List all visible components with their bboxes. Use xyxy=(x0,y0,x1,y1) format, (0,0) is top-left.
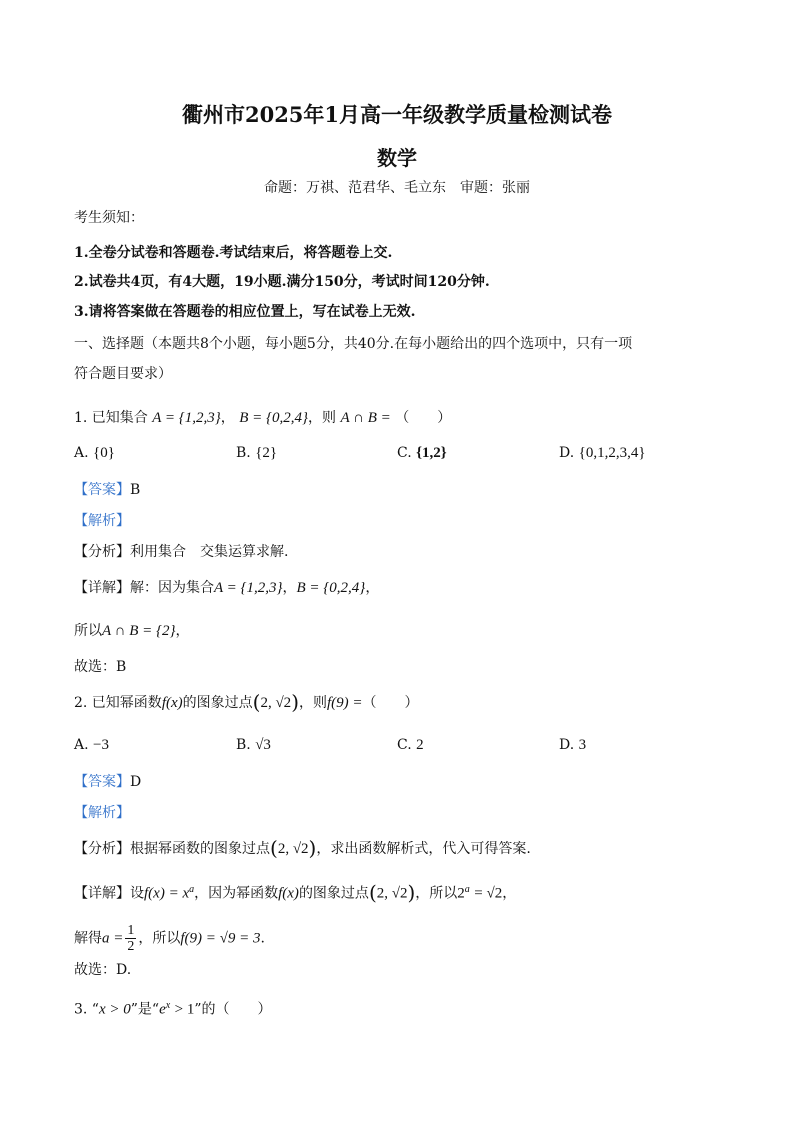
page-title: 衢州市2025年1月高一年级教学质量检测试卷 xyxy=(181,102,613,127)
q2-analysis-tag: 【解析】 xyxy=(74,805,130,821)
q2-solve: 解得a = $\frac{1}{2}$ ，所以f(9) = √9 = 3. xyxy=(74,923,265,954)
q1-conclusion: 故选：B xyxy=(74,659,127,675)
q2-conclusion: 故选：D. xyxy=(74,962,132,978)
section-heading: 一、选择题（本题共8个小题，每小题5分，共40分.在每小题给出的四个选项中，只有一项 xyxy=(74,336,633,352)
q1-option-c: C. {1,2} xyxy=(397,445,447,461)
q1-fenxi: 【分析】利用集合 交集运算求解. xyxy=(74,544,289,560)
q2-option-c: C. 2 xyxy=(397,737,424,753)
question-1-stem: 1. 已知集合 A = {1,2,3}， B = {0,2,4}，则 A ∩ B = （ ） xyxy=(74,410,452,426)
question-3-stem: 3. “x > 0”是“$e^x > 1$”的（ ） xyxy=(74,1000,272,1018)
q1-detail-2: 所以A ∩ B = {2}， xyxy=(74,623,190,639)
q1-set-a: A = {1,2,3} xyxy=(152,410,221,426)
q1-analysis-tag: 【解析】 xyxy=(74,513,130,529)
q1-option-a: A. {0} xyxy=(74,445,115,461)
q1-option-b: B. {2} xyxy=(236,445,278,461)
q1-paren: （ ） xyxy=(395,410,452,426)
answer-tag: 【答案】 xyxy=(74,482,130,498)
q1-answer: 【答案】B xyxy=(74,482,141,498)
q1-stem-suffix: ，则 xyxy=(308,410,337,426)
q2-fenxi: 【分析】根据幂函数的图象过点(2, √2)，求出函数解析式，代入可得答案. xyxy=(74,836,531,860)
section-heading-cont: 符合题目要求） xyxy=(74,366,172,382)
q2-option-d: D. 3 xyxy=(559,737,587,753)
q1-ask: A ∩ B = xyxy=(340,410,391,426)
notice-item-3: 3.请将答案做在答题卷的相应位置上，写在试卷上无效. xyxy=(74,304,416,320)
q1-option-d: D. {0,1,2,3,4} xyxy=(559,445,646,461)
author-line: 命题：万祺、范君华、毛立东 审题：张丽 xyxy=(264,180,530,196)
notice-heading: 考生须知： xyxy=(74,210,144,226)
question-2-stem: 2. 已知幂函数f(x)的图象过点(2, √2)，则f(9) =（ ） xyxy=(74,690,419,714)
notice-item-2: 2.试卷共4页，有4大题，19小题.满分150分，考试时间120分钟. xyxy=(74,274,490,290)
notice-item-1: 1.全卷分试卷和答题卷.考试结束后，将答题卷上交. xyxy=(74,245,393,261)
q1-detail: 【详解】解：因为集合A = {1,2,3}，B = {0,2,4}， xyxy=(74,580,380,596)
subject-title: 数学 xyxy=(377,146,417,170)
q2-option-b: B. √3 xyxy=(236,737,271,753)
q1-set-b: B = {0,2,4} xyxy=(239,410,309,426)
q2-detail: 【详解】设$f(x) = x^a$，因为幂函数f(x)的图象过点(2, √2)，所以2$^a$ = √2， xyxy=(74,880,517,905)
q1-stem-prefix: 1. 已知集合 xyxy=(74,410,148,426)
q2-fraction: $\frac{1}{2}$ xyxy=(127,923,135,954)
q2-answer: 【答案】D xyxy=(74,774,142,790)
q2-option-a: A. −3 xyxy=(74,737,109,753)
